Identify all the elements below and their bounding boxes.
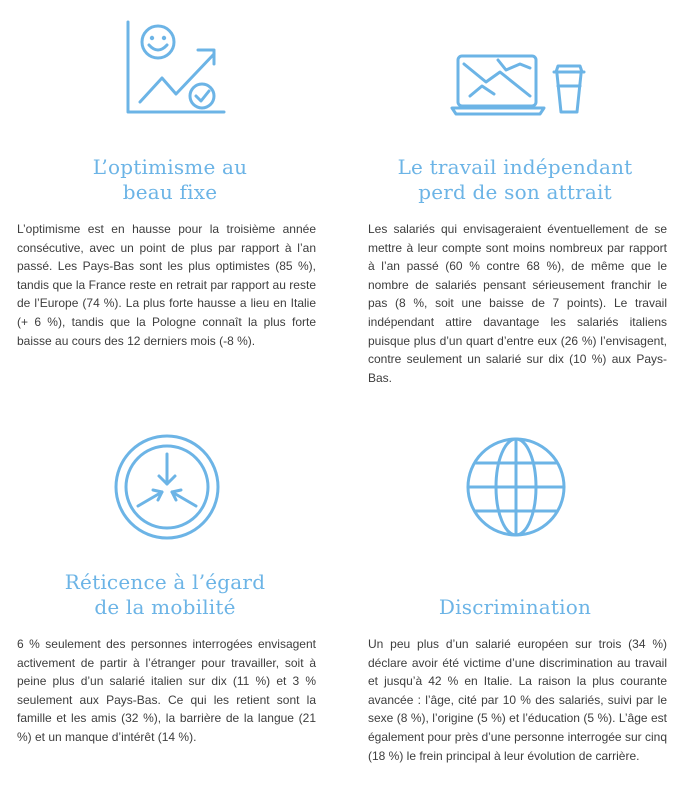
optimism-chart-icon: [118, 20, 228, 120]
card-text: 6 % seulement des personnes interrogées envisagent activement de partir à l’étranger pour travailler, soit à peine plus d’un salarié italien sur dix (11 %) et 3 % seulement aux Pays-Bas. Ce qui les retient sont la famille et les amis (32 %), la barrière de la langue (21 %) et un manque d’intérêt (14 %).: [17, 637, 316, 744]
card-title: L’optimisme au beau fixe: [92, 155, 248, 204]
broken-laptop-coffee-icon: [450, 52, 590, 122]
card-text: Un peu plus d’un salarié européen sur trois (34 %) déclare avoir été victime d’une discrimination au travail et jusqu’à 42 % en Italie. La raison la plus courante avancée : l’âge, cité par 10 % des salariés, suivi par le sexe (8 %), l’origine (5 %) et l’éducation (5 %). L’âge est également pour près d’une personne interrogée sur cinq (18 %) le frein principal à leur évolution de carrière.: [368, 637, 667, 763]
converging-arrows-icon: [112, 432, 222, 542]
card-title: Discrimination: [438, 595, 592, 619]
card-title: Le travail indépendant perd de son attrait: [397, 155, 633, 204]
card-text: L’optimisme est en hausse pour la troisième année consécutive, avec un point de plus par rapport à l’an passé. Les Pays-Bas sont les plus optimistes (85 %), tandis que la France reste en retrait par rapport au reste de l’Europe (74 %). La plus forte hausse a lieu en Italie (+ 6 %), tandis que la Pologne connaît la plus forte baisse au cours des 12 derniers mois (-8 %).: [17, 222, 316, 348]
card-title: Réticence à l’égard de la mobilité: [64, 570, 266, 619]
card-text: Les salariés qui envisageraient éventuellement de se mettre à leur compte sont moins nombreux par rapport à l’an passé (60 % contre 68 %), de même que le nombre de salariés pensant sérieusement franchir le pas (8 %, soit une baisse de 7 points). Le travail indépendant attire davantage les salariés italiens puisque plus d’un quart d’entre eux (26 %) l’envisagent, contre seulement un salarié sur dix (10 %) aux Pays-Bas.: [368, 222, 667, 385]
globe-icon: [464, 435, 568, 539]
